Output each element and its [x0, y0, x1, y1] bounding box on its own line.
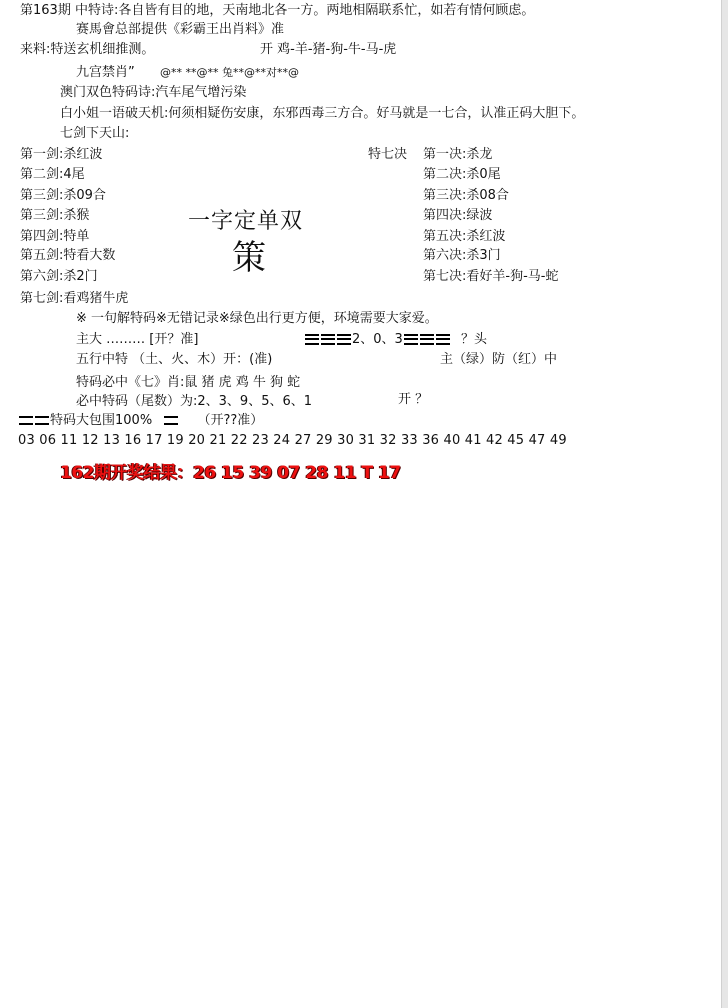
sword-row: 第六剑:杀2门: [20, 269, 98, 284]
tail-open: 开 ？: [398, 392, 429, 407]
palace-code: @** **@** 兔**@**对**@: [160, 66, 299, 79]
source-zodiac-list: 鸡-羊-猪-狗-牛-马-虎: [277, 42, 397, 57]
center-character: 策: [232, 238, 266, 278]
jue-row: 第二决:杀0尾: [423, 167, 501, 182]
source-open: 开: [260, 42, 274, 57]
jue-row: 第七决:看好羊-狗-马-蛇: [423, 269, 559, 284]
baixiaojie-line: [60, 105, 584, 123]
triple-bar-icon: [404, 334, 418, 345]
jue-row: 第六决:杀3门: [423, 248, 501, 263]
question-head: ？头: [460, 332, 487, 347]
source-label: 来料:: [20, 42, 51, 57]
source-text: 特送玄机细推测。: [50, 42, 155, 57]
zhu-fang-line: 主（绿）防（红）中: [440, 352, 558, 367]
source-zodiacs: [260, 41, 396, 59]
codes-203: 2、0、3: [352, 332, 403, 347]
jue-row: 第三决:杀08合: [423, 188, 509, 203]
jue-row: 第四决:绿波: [423, 208, 493, 223]
triple-bar-icon: [436, 334, 450, 345]
source-line: [20, 41, 154, 59]
tail-line: [76, 393, 312, 411]
bixiao-value: 鼠 猪 虎 鸡 牛 狗 蛇: [184, 375, 301, 390]
triple-bar-icon: [305, 334, 319, 345]
hint-line: ※ 一句解特码※无错记录※绿色出行更方便，环境需要大家爱。: [76, 311, 438, 326]
baowei-open: （开??准）: [197, 413, 264, 428]
palace-line: [76, 64, 135, 82]
palace-text: 九宫禁肖”: [76, 65, 135, 80]
provider-line: 赛馬會总部提供《彩霸王出肖料》准: [76, 22, 285, 37]
issue-number: 第163期: [20, 3, 71, 18]
sword-row: 第七剑:看鸡猪牛虎: [20, 291, 129, 306]
bixiao-label: 特码必中《七》肖:: [76, 375, 185, 390]
poem-label: 中特诗:: [74, 3, 119, 18]
codes-203-line: [304, 331, 487, 349]
bixiao-line: [76, 374, 300, 392]
tail-label: 必中特码（尾数）为:: [76, 394, 198, 409]
triple-bar-icon: [420, 334, 434, 345]
wuxing-line: 五行中特 （土、火、木）开：(准): [76, 352, 273, 367]
macau-line: 澳门双色特码诗:汽车尾气增污染: [60, 85, 247, 100]
poem-line: [20, 2, 534, 20]
jue-title: 特七决: [368, 147, 408, 162]
number-list: 03 06 11 12 13 16 17 19 20 21 22 23 24 27 29 30 31 32 33 36 40 41 42 45 47 49: [18, 433, 567, 448]
tail-value: 2、3、9、5、6、1: [197, 394, 313, 409]
double-bar-icon: [19, 416, 33, 425]
vertical-scrollbar[interactable]: [721, 0, 728, 1008]
zhu-da-line: 主大 ……… [开？准]: [76, 332, 199, 347]
sword-row: 第一剑:杀红波: [20, 147, 103, 162]
sword-row: 第二剑:4尾: [20, 167, 85, 182]
triple-bar-icon: [337, 334, 351, 345]
center-title: 一字定单双: [188, 209, 304, 234]
sword-row: 第三剑:杀09合: [20, 188, 106, 203]
sword-row: 第四剑:特单: [20, 229, 90, 244]
double-bar-icon: [35, 416, 49, 425]
baowei-line: [18, 412, 263, 430]
seven-swords-title: 七剑下天山:: [60, 126, 130, 141]
jue-row: 第一决:杀龙: [423, 147, 493, 162]
sword-row: 第三剑:杀猴: [20, 208, 90, 223]
triple-bar-icon: [321, 334, 335, 345]
sword-row: 第五剑:特看大数: [20, 248, 116, 263]
baowei-label: 特码大包围100%: [50, 413, 153, 428]
double-bar-icon: [164, 416, 178, 425]
baixiaojie-text: 何须相疑伤安康，东邪西毒三方合。好马就是一七合，认准正码大胆下。: [168, 106, 585, 121]
draw-result: 162期开奖结果：26 15 39 07 28 11 T 17: [60, 463, 401, 483]
jue-row: 第五决:杀红波: [423, 229, 506, 244]
poem-text: 各自皆有目的地，天南地北各一方。两地相隔联系忙，如若有情何顾虑。: [118, 3, 535, 18]
baixiaojie-label: 白小姐一语破天机:: [60, 106, 169, 121]
